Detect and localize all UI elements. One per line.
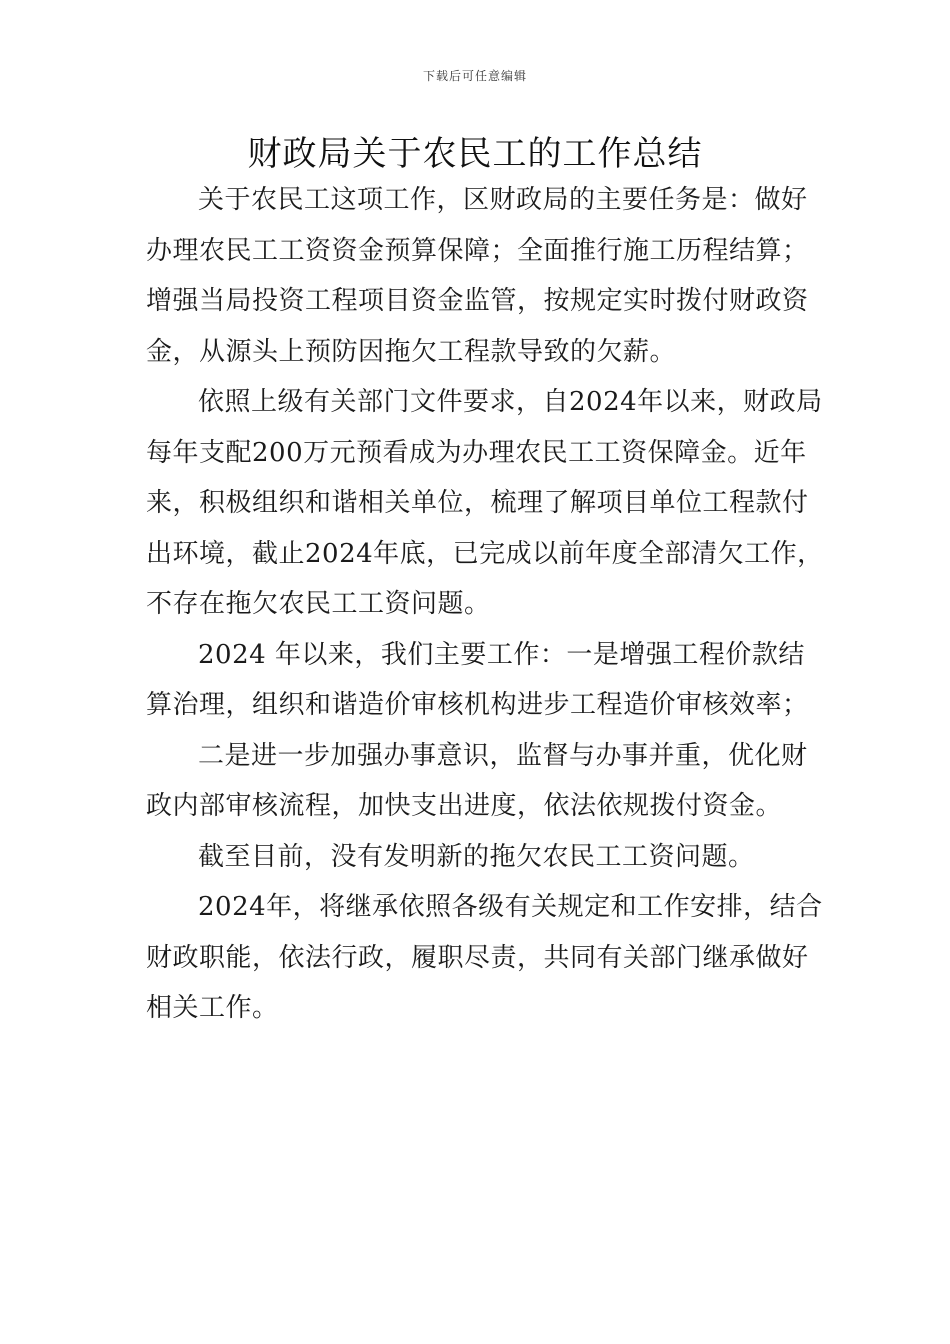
paragraph-intro: 关于农民工这项工作，区财政局的主要任务是：做好办理农民工工资资金预算保障；全面推行施工历程结算；增强当局投资工程项目资金监管，按规定实时拨付财政资金，从源头上预防因拖欠工程款导致的欠薪。 <box>146 185 809 367</box>
paragraph-main-work: 2024 年以来，我们主要工作：一是增强工程价款结算治理，组织和谐造价审核机构进步工程造价审核效率； <box>146 639 809 720</box>
paragraph-budget: 依照上级有关部门文件要求，自2024年以来，财政局每年支配200万元预看成为办理农民工工资保障金。近年来，积极组织和谐相关单位，梳理了解项目单位工程款付出环境，截止2024年底，已完成以前年度全部清欠工作，不存在拖欠农民工工资问题。 <box>146 387 824 619</box>
paragraph-plan: 2024年，将继承依照各级有关规定和工作安排，结合财政职能，依法行政，履职尽责，共同有关部门继承做好相关工作。 <box>146 892 823 1023</box>
document-body <box>146 175 826 1034</box>
header-note: 下载后可任意编辑 <box>422 69 527 83</box>
paragraph-second-point: 二是进一步加强办事意识，监督与办事并重，优化财政内部审核流程，加快支出进度，依法依规拨付资金。 <box>146 740 808 821</box>
document-title: 财政局关于农民工的工作总结 <box>247 134 703 174</box>
paragraph-status: 截至目前，没有发明新的拖欠农民工工资问题。 <box>198 841 755 872</box>
